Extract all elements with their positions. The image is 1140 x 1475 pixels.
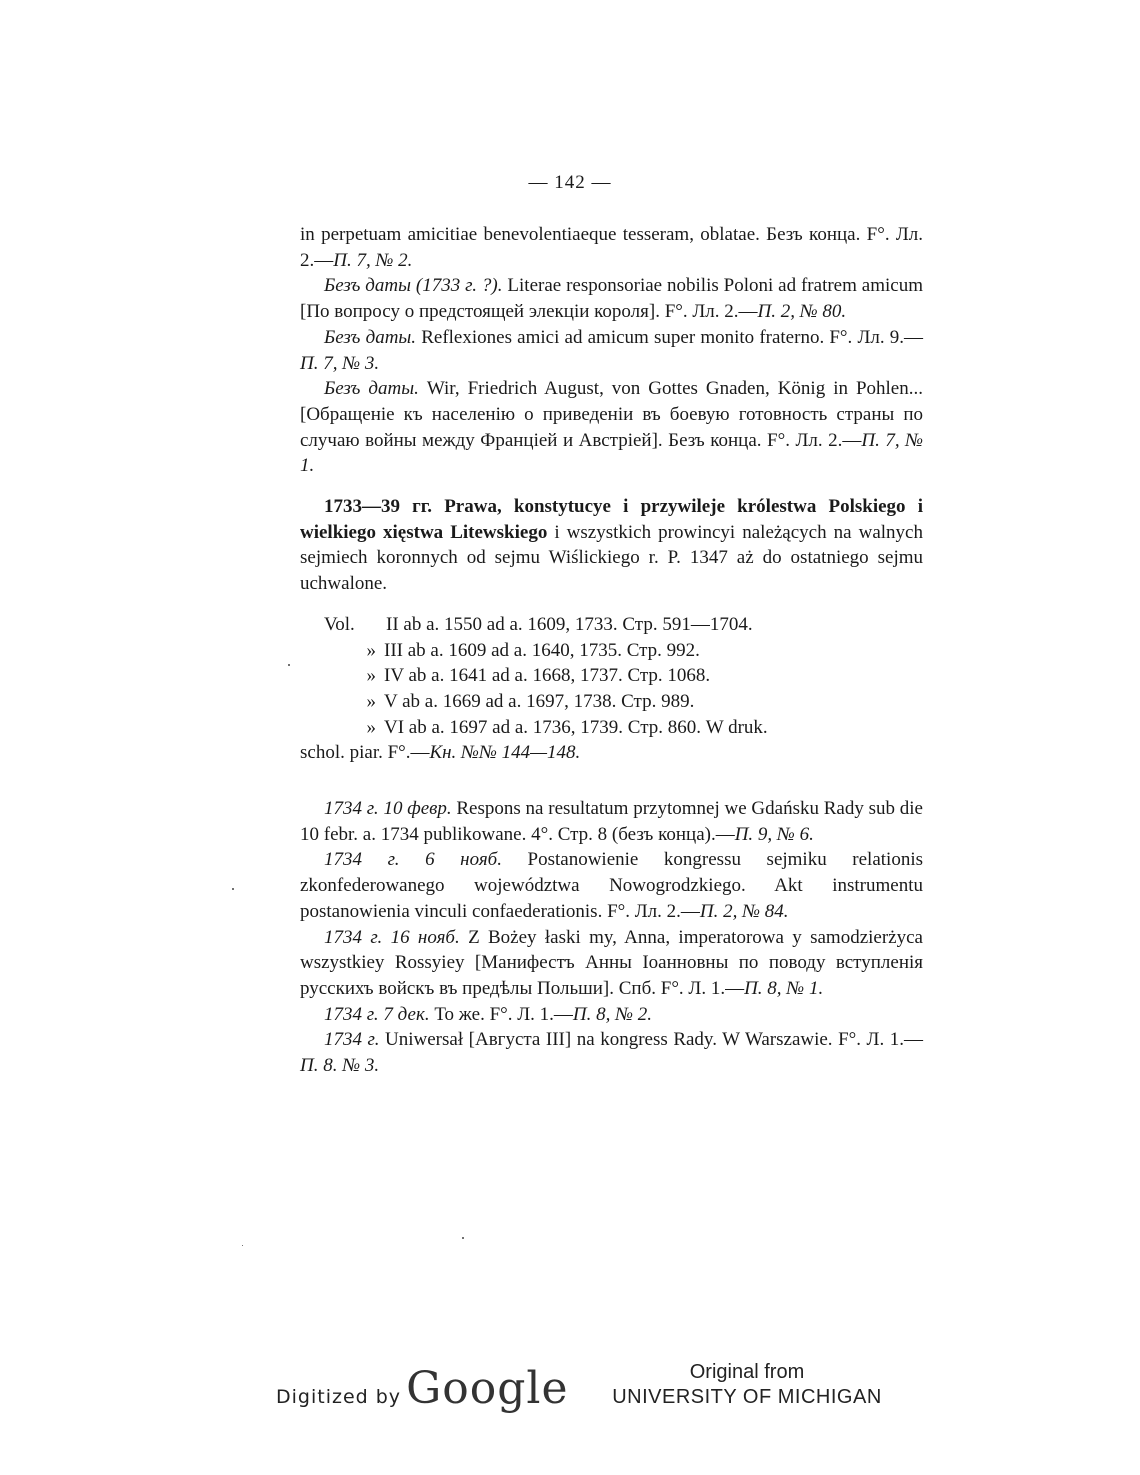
volume-tail <box>300 740 923 766</box>
original-from-notice <box>612 1361 882 1409</box>
entry-ref: П. 7, № 2. <box>333 249 413 271</box>
volume-text: V ab a. 1669 ad a. 1697, 1738. Стр. 989. <box>384 690 695 712</box>
entry-ref: П. 8, № 1. <box>744 977 824 999</box>
entry-text: Reflexiones amici ad amicum super monito fraterno. F°. Лл. 9.— <box>416 326 923 348</box>
entry-undated-reflexiones <box>300 325 923 376</box>
entry-text: Wir, Friedrich August, von Gottes Gnaden, König in Pohlen... [Обращеніе къ населенію о приведеніи въ боевую готовность страны по случаю войны между Франціей и Австріей]. Безъ конца. F°. Лл. 2.— <box>300 378 923 451</box>
scan-speck <box>288 664 290 666</box>
entry-ref: П. 8. № 3. <box>300 1055 380 1077</box>
entry-ref: П. 2, № 84. <box>699 900 789 922</box>
entry-undated-friedrich-august <box>300 376 923 479</box>
volume-text: IV ab a. 1641 ad a. 1668, 1737. Стр. 1068. <box>384 665 711 687</box>
original-from-label: Original from <box>689 1361 805 1383</box>
entry-1734-7-dek <box>300 1002 923 1028</box>
entry-1733-undated-literae <box>300 273 923 324</box>
scan-speck <box>462 1237 464 1239</box>
entry-text: Z Bożey łaski my, Anna, imperatorowa y samodzierżyca wszystkiey Rossyiey [Манифестъ Анны Іоанновны по поводу вступленія русскихъ войскъ въ предѣлы Польши]. Спб. F°. Л. 1.— <box>300 926 923 999</box>
entry-date: Безъ даты. <box>324 378 419 400</box>
entry-1734-10-febr <box>300 796 923 847</box>
volume-row <box>300 663 923 689</box>
entry-text: in perpetuam amicitiae benevolentiaeque tesseram, oblatae. Безъ конца. F°. Лл. 2.— <box>300 224 923 271</box>
page-body <box>300 222 923 1079</box>
volume-marker: » <box>366 665 376 687</box>
entry-title: 1733—39 гг. Prawa, konstytucye i przywileje królestwa Polskiego i wielkiego xięstwa Litewskiego <box>300 496 923 543</box>
entry-continuation <box>300 222 923 273</box>
entry-text: schol. piar. F°.— <box>300 742 430 764</box>
volume-marker: » <box>366 639 376 661</box>
entry-1734-6-noyab <box>300 847 923 924</box>
entry-text: i wszystkich prowincyi należących na walnych sejmiech koronnych od sejmu Wiślickiego r. P. 1347 aż do ostatniego sejmu uchwalone. <box>300 521 923 595</box>
entry-date: 1734 г. 7 дек. <box>324 1003 430 1025</box>
entry-ref: П. 8, № 2. <box>572 1003 653 1025</box>
entry-date: 1734 г. 10 февр. <box>324 798 452 820</box>
entry-date: 1734 г. 16 нояб. <box>324 926 460 948</box>
digitized-by-google-watermark <box>276 1363 569 1414</box>
volume-text: II ab a. 1550 ad a. 1609, 1733. Стр. 591—1704. <box>386 613 753 635</box>
entry-text: Uniwersał [Августа III] na kongress Rady. W Warszawie. F°. Л. 1.— <box>379 1029 923 1051</box>
entry-date: Безъ даты (1733 г. ?). <box>324 275 503 297</box>
entry-ref: П. 9, № 6. <box>734 823 814 845</box>
entry-ref: П. 7, № 3. <box>300 352 380 374</box>
volume-row <box>300 689 923 715</box>
entry-date: Безъ даты. <box>324 326 417 348</box>
entry-text: То же. F°. Л. 1.— <box>429 1003 573 1025</box>
university-label: UNIVERSITY OF MICHIGAN <box>612 1386 882 1408</box>
volume-row <box>300 612 923 638</box>
entry-date: 1734 г. <box>324 1029 380 1051</box>
google-logo: Google <box>406 1363 569 1414</box>
scan-speck <box>232 888 234 890</box>
volume-row <box>300 715 923 741</box>
scan-speck <box>242 1245 243 1246</box>
entry-text: Literae responsoriae nobilis Poloni ad fratrem amicum [По вопросу о предстоящей элекціи короля]. F°. Лл. 2.— <box>300 275 923 323</box>
entry-ref: П. 2, № 80. <box>757 301 847 323</box>
digitized-by-label: Digitized by <box>276 1386 402 1408</box>
entry-text: Respons na resultatum przytomnej we Gdańsku Rady sub die 10 febr. a. 1734 publikowane. 4°. Стр. 8 (безъ конца).— <box>300 798 923 845</box>
entry-1733-39-prawa <box>300 494 923 597</box>
entry-date: 1734 г. 6 нояб. <box>324 849 502 871</box>
volume-marker: » <box>366 716 376 738</box>
volume-marker: Vol. <box>324 613 355 635</box>
entry-1734-16-noyab <box>300 925 923 1002</box>
entry-1734-uniwersal <box>300 1027 923 1078</box>
entry-ref: П. 7, № 1. <box>300 429 923 477</box>
entry-ref: Кн. №№ 144—148. <box>429 742 581 764</box>
volume-row <box>300 638 923 664</box>
page-number: — 142 — <box>528 172 612 193</box>
volume-list <box>300 612 923 766</box>
volume-text: III ab a. 1609 ad a. 1640, 1735. Стр. 992. <box>384 639 700 661</box>
entry-text: Postanowienie kongressu sejmiku relationis zkonfederowanego województwa Nowogrodzkiego. Akt instrumentu postanowienia vinculi confaederationis. F°. Лл. 2.— <box>300 849 923 922</box>
volume-text: VI ab a. 1697 ad a. 1736, 1739. Стр. 860. W druk. <box>384 716 768 738</box>
volume-marker: » <box>366 690 376 712</box>
